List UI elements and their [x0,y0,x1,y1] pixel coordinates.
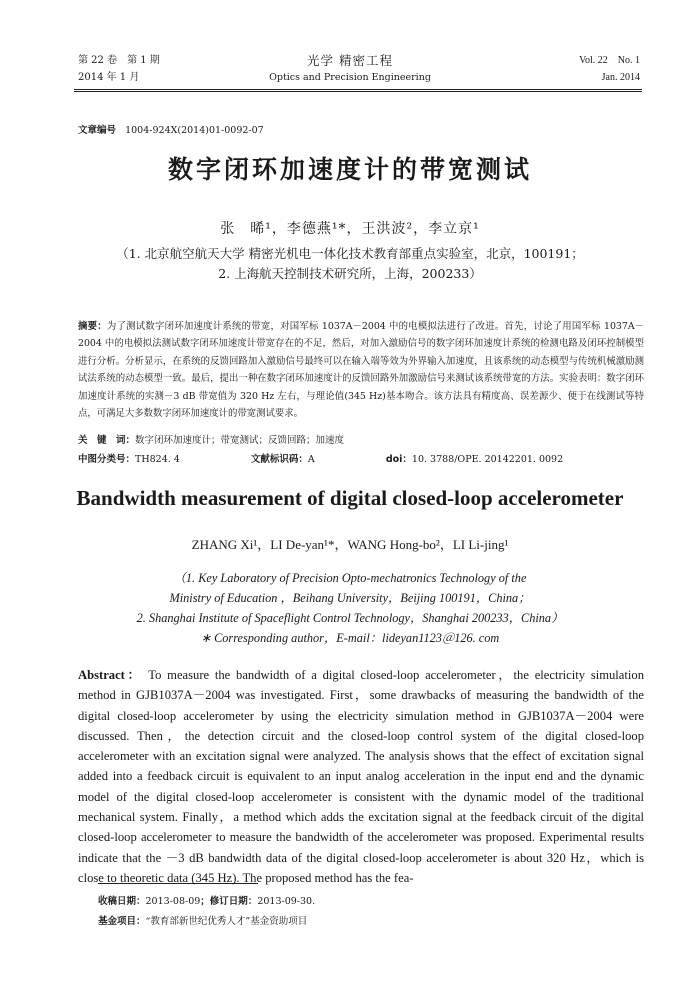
authors-cn: 张 晞¹，李德燕¹*，王洪波²，李立京¹ [220,221,480,237]
footnote-dates [98,893,315,907]
affiliations-en [0,568,700,648]
abstract-cn-text: 为了测试数字闭环加速度计系统的带宽，对国军标 1037A－2004 中的电模拟法进行了改进。首先，讨论了用国军标 1037A－2004 中的电模拟法测试数字闭环加速度计带宽存在的不足，然后，对加入激励信号的数字闭环加速度计系统的检测电路及闭环控制模型进行分析。分析显示，在系统的反馈回路加入激励信号最终可以在输入端等效为外界输入加速度，且该系统的动态模型与传统机械激励测试法系统的动态模型一致。最后，提出一种在数字闭环加速度计的反馈回路外加激励信号来测试该系统带宽的方法。实验表明：数字闭环加速度计系统的实测－3 dB 带宽值为 320 Hz 左右，与理论值(345 Hz)基本吻合。该方法具有精度高、误差源少、便于在线测试等特点，可满足大多数数字闭环加速度计的带宽测试要求。 [78,321,644,420]
revised-label: ；修订日期： [200,896,258,907]
affiliation-line: Ministry of Education ，Beihang University，Beijing 100191，China； [169,591,531,605]
affiliation-line: （1. 北京航空航天大学 精密光机电一体化技术教育部重点实验室，北京，100191； [116,246,584,261]
article-number-label: 文章编号 [78,125,117,136]
footnote-rule [98,883,258,884]
keywords-cn [78,432,344,446]
abstract-en-label: Abstract： [78,668,143,682]
affiliation-line: 2. 上海航天控制技术研究所，上海，200233） [218,266,482,281]
authors-en: ZHANG Xi¹，LI De-yan¹*，WANG Hong-bo²，LI Li-jing¹ [191,537,509,552]
abstract-en-text: To measure the bandwidth of a digital closed-loop accelerometer，the electricity simulation method in GJB1037A－2004 was investigated. First，some drawbacks of measuring the bandwidth of the digital closed-loop accelerometer by using the electricity simulation method in GJB1037A－2004 were discussed. Then，the detection circuit and the closed-loop control system of the digital closed-loop accelerometer with an excitation signal were analyzed. The analysis shows that the effect of excitation signal added into a feedback circuit is equivalent to an input analog acceleration in the input end and the dynamic model of the digital closed-loop accelerometer is consistent with the dynamic model of the traditional mechanical system. Finally，a method which adds the excitation signal at the feedback circuit of the digital closed-loop accelerometer to measure the bandwidth of the accelerometer was proposed. Experimental results indicate that the －3 dB bandwidth data of the digital closed-loop accelerometer is about 320 Hz，which is close to theoretic data (345 Hz). The proposed method has the fea- [78,668,644,885]
doi-value: 10. 3788/OPE. 20142201. 0092 [411,454,564,465]
affiliations-cn [0,244,700,284]
affiliation-line: （1. Key Laboratory of Precision Opto-mechatronics Technology of the [173,571,527,585]
corresponding-author: ∗ Corresponding author，E-mail：lideyan1123＠126. com [200,631,500,645]
clc-label: 中图分类号： [78,454,136,465]
clc-value: TH824. 4 [135,454,180,465]
abstract-cn [78,318,644,422]
footnote-fund [98,913,307,927]
fund-text: “教育部新世纪优秀人才”基金资助项目 [145,916,308,927]
header-issue-en [579,52,640,86]
received-label: 收稿日期： [98,896,146,907]
header-date-en: Jan. 2014 [601,72,640,83]
doi-label: doi： [385,454,412,465]
journal-name-en: Optics and Precision Engineering [269,72,431,83]
title-en: Bandwidth measurement of digital closed-loop accelerometer [76,486,624,510]
doc-code-value: A [307,454,315,465]
abstract-en [78,665,644,888]
fund-label: 基金项目： [98,916,146,927]
abstract-cn-label: 摘要： [78,321,107,332]
header-volume-cn: 第 22 卷 第 1 期 [78,55,160,66]
doc-code-label: 文献标识码： [250,454,308,465]
header-date-cn: 2014 年 1 月 [78,72,140,83]
received-date: 2013-08-09 [145,896,201,907]
keywords-cn-label: 关 键 词： [78,435,136,446]
classification-cn [78,451,631,465]
header-rule [74,89,642,90]
revised-date: 2013-09-30. [257,896,316,907]
article-number-value: 1004-924X(2014)01-0092-07 [125,125,264,136]
title-cn: 数字闭环加速度计的带宽测试 [167,155,532,184]
journal-name-cn: 光学 精密工程 [307,53,393,68]
keywords-cn-text: 数字闭环加速度计；带宽测试；反馈回路；加速度 [135,435,345,446]
header-volume-en: Vol. 22 No. 1 [579,55,640,66]
header-rule [74,91,642,92]
affiliation-line: 2. Shanghai Institute of Spaceflight Control Technology，Shanghai 200233，China） [136,611,564,625]
article-number [78,122,264,136]
